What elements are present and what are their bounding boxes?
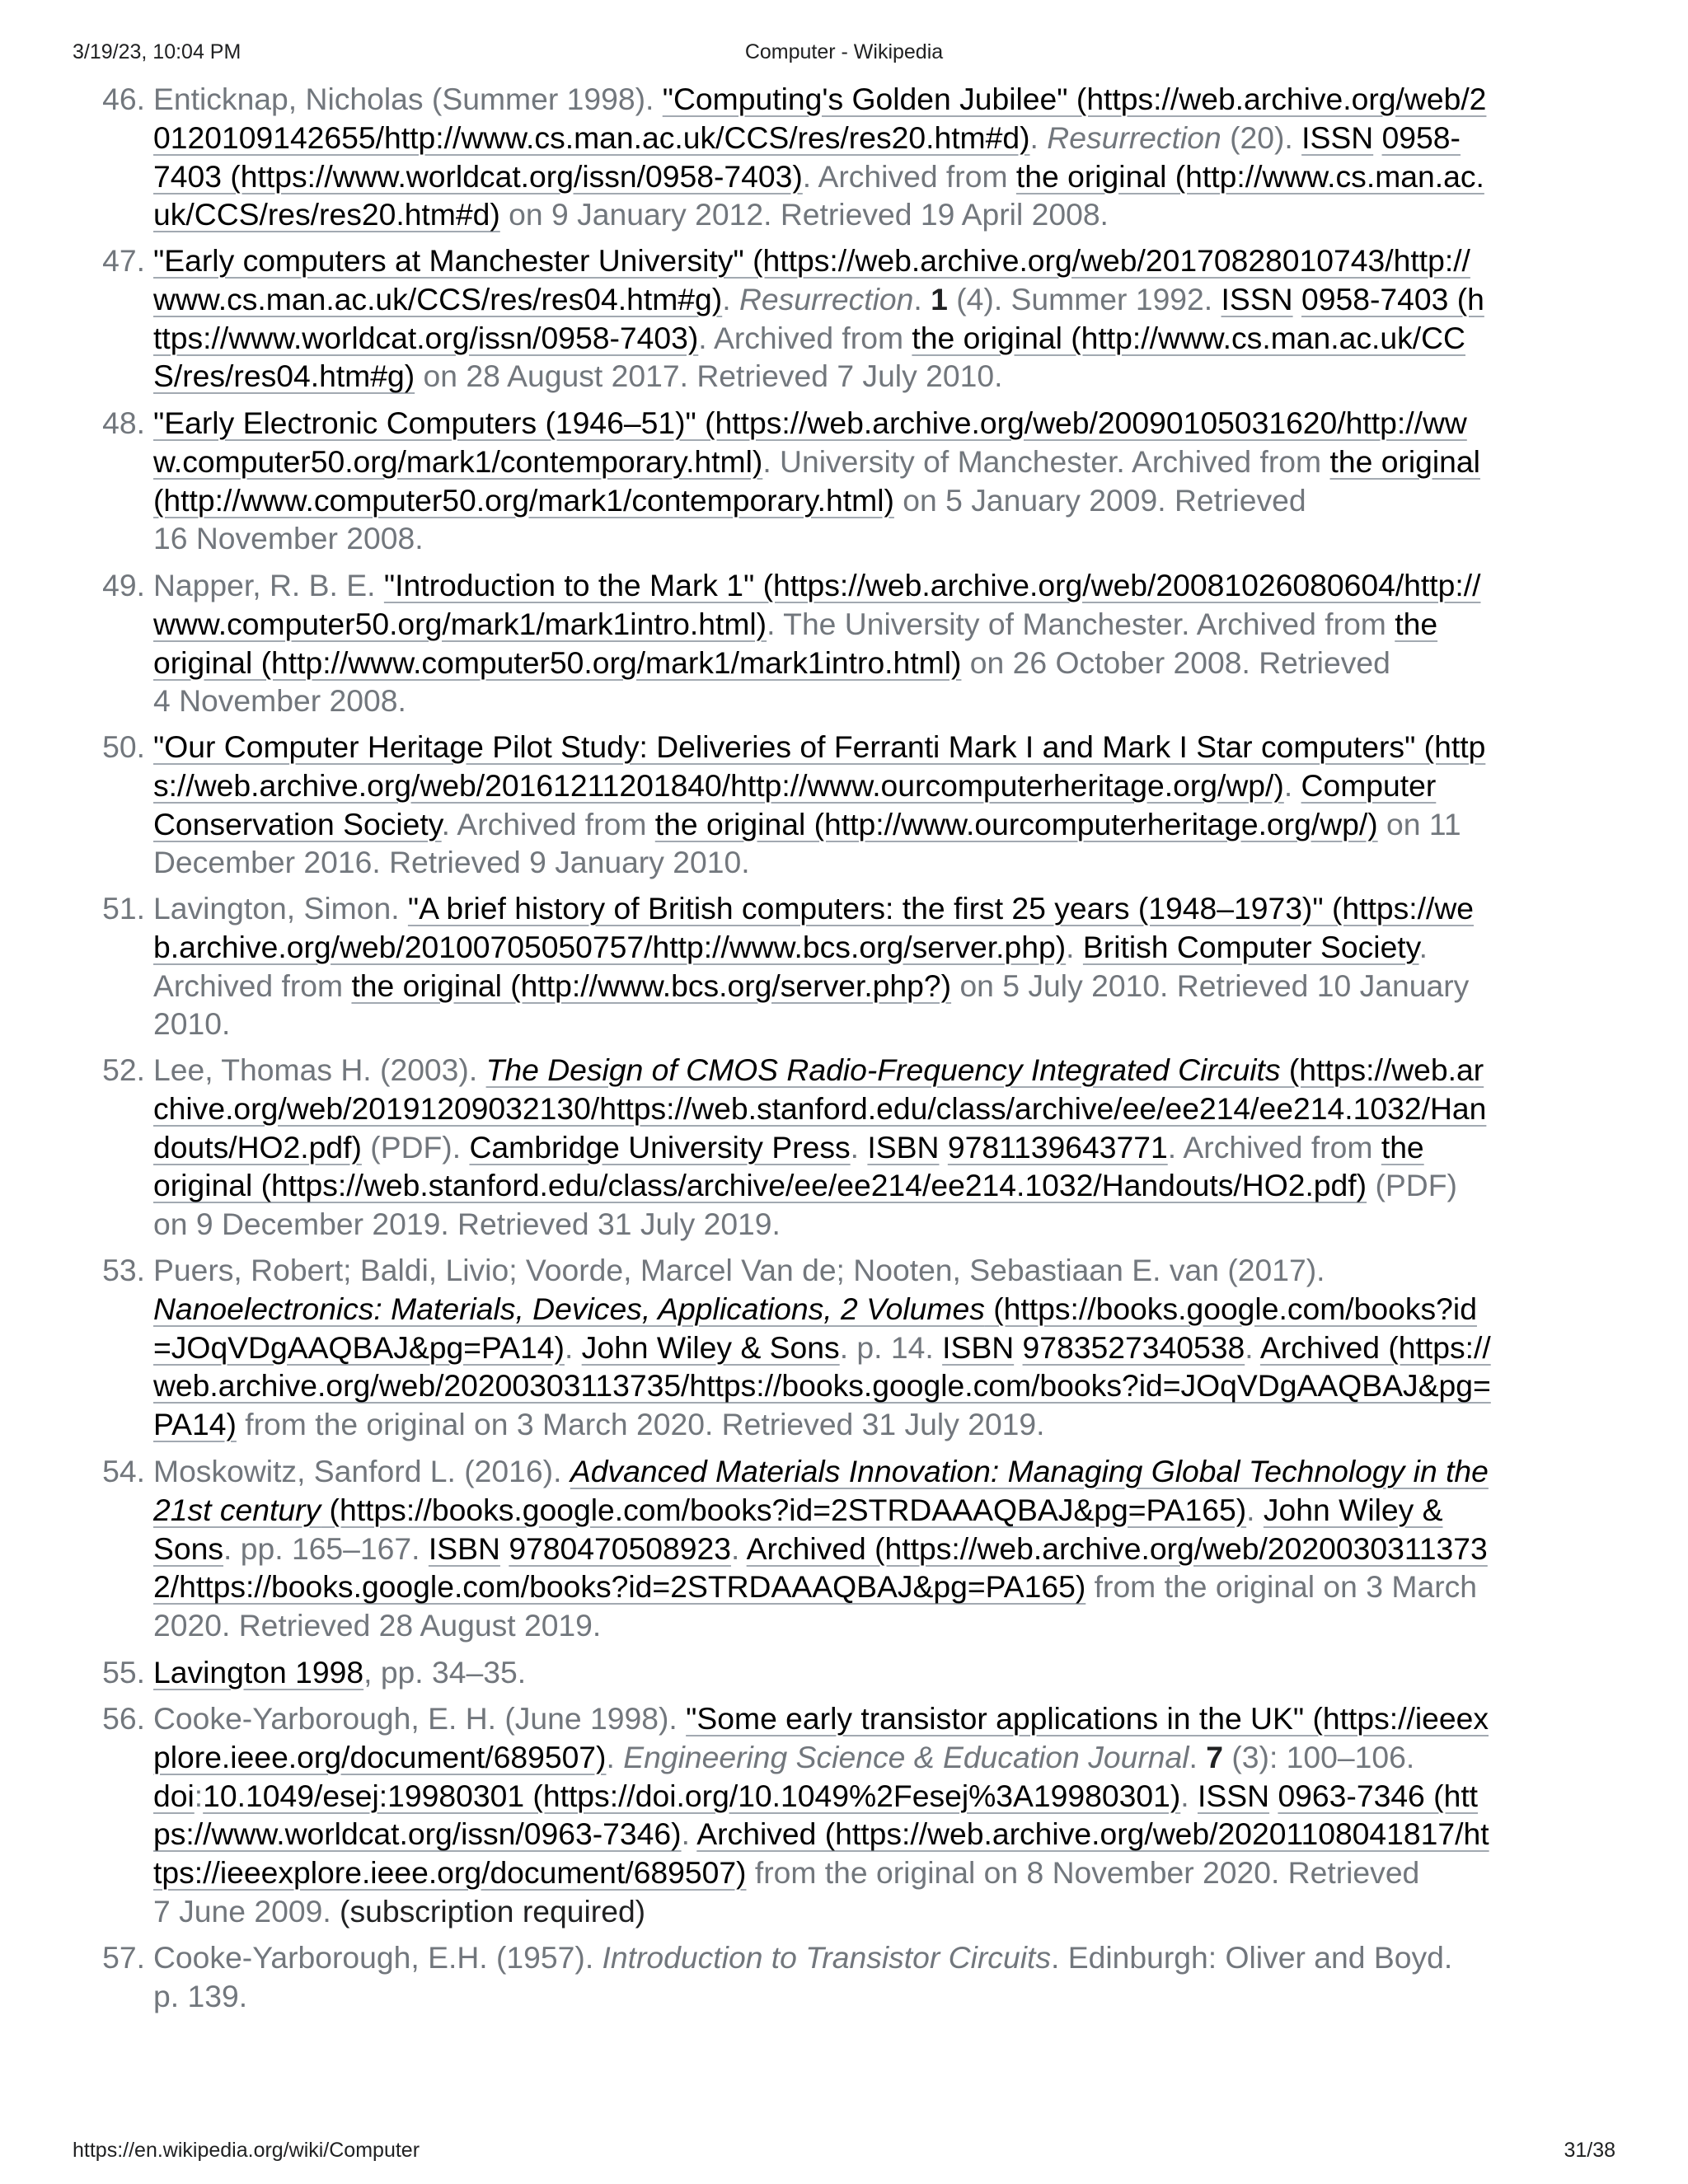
publication-title: Engineering Science & Education Journal xyxy=(623,1739,1189,1774)
reference-text: . xyxy=(913,281,931,316)
reference-item xyxy=(102,1653,1604,1692)
reference-line xyxy=(153,1405,1604,1444)
reference-item xyxy=(102,566,1604,720)
reference-link[interactable]: British Computer Society xyxy=(1082,929,1419,964)
reference-text: . xyxy=(1246,1492,1264,1527)
reference-text xyxy=(1269,1779,1278,1813)
reference-text: . xyxy=(1029,120,1048,155)
reference-link[interactable]: ps://www.worldcat.org/issn/0963-7346) xyxy=(153,1816,682,1852)
reference-text xyxy=(939,1130,947,1165)
volume-number: 1 xyxy=(931,281,948,316)
reference-text: . xyxy=(681,1816,697,1852)
reference-link[interactable]: Advanced Materials Innovation: Managing Global Technology in the xyxy=(570,1454,1489,1488)
reference-text: . Archived from xyxy=(1167,1129,1381,1165)
reference-text: Archived from xyxy=(153,968,352,1003)
reference-text: . Archived from xyxy=(441,806,655,841)
reference-link[interactable]: the original (http://www.bcs.org/server.php?) xyxy=(351,968,952,1003)
reference-link[interactable]: 9780470508923 xyxy=(509,1530,731,1566)
reference-link[interactable]: w.computer50.org/mark1/contemporary.html) xyxy=(153,443,763,479)
reference-link[interactable]: the original (http://www.cs.man.ac.uk/CC xyxy=(912,320,1465,355)
reference-text: on 9 January 2012. Retrieved 19 April 2008. xyxy=(499,197,1109,232)
reference-text: Enticknap, Nicholas (Summer 1998). xyxy=(153,82,663,116)
publication-title: Introduction to Transistor Circuits xyxy=(602,1940,1051,1975)
reference-text: : xyxy=(194,1778,204,1813)
reference-line xyxy=(153,1977,1604,2016)
reference-text: from the original on 8 November 2020. Retrieved xyxy=(746,1855,1420,1891)
reference-link[interactable]: "Computing's Golden Jubilee" (https://web.archive.org/web/2 xyxy=(662,82,1487,116)
reference-text: . xyxy=(1066,929,1083,964)
reference-item xyxy=(102,241,1604,396)
reference-line xyxy=(153,1568,1604,1606)
reference-link[interactable]: 2/https://books.google.com/books?id=2STRDAAAQBAJ&pg=PA165) xyxy=(153,1569,1086,1605)
reference-number: 50. xyxy=(102,729,145,764)
reference-text: Puers, Robert; Baldi, Livio; Voorde, Marcel Van de; Nooten, Sebastiaan E. van (2017). xyxy=(153,1253,1325,1287)
reference-line xyxy=(153,1854,1604,1892)
reference-line xyxy=(153,967,1604,1005)
reference-text: Cooke-Yarborough, E.H. (1957). xyxy=(153,1940,603,1975)
reference-line xyxy=(153,1606,1604,1645)
reference-link[interactable]: Computer xyxy=(1301,767,1437,803)
print-page-number: 31/38 xyxy=(1564,2139,1615,2162)
reference-line xyxy=(153,1166,1604,1205)
reference-text: p. 139. xyxy=(153,1978,248,2013)
reference-text: . Edinburgh: Oliver and Boyd. xyxy=(1051,1940,1453,1975)
reference-item xyxy=(102,80,1604,234)
reference-link[interactable]: =JOqVDgAAQBAJ&pg=PA14) xyxy=(153,1329,565,1365)
reference-text: . The University of Manchester. Archived from xyxy=(767,606,1395,641)
reference-link[interactable]: douts/HO2.pdf) xyxy=(153,1129,362,1165)
reference-line xyxy=(153,682,1604,720)
reference-line xyxy=(153,728,1604,766)
reference-link[interactable]: plore.ieee.org/document/689507) xyxy=(153,1739,607,1774)
reference-number: 55. xyxy=(102,1655,145,1690)
print-page-title: Computer - Wikipedia xyxy=(744,40,944,63)
reference-line xyxy=(153,644,1604,682)
reference-line xyxy=(153,1251,1604,1290)
reference-text: Lee, Thomas H. (2003). xyxy=(153,1052,486,1087)
reference-line xyxy=(153,766,1604,805)
reference-number: 51. xyxy=(102,891,145,926)
reference-item xyxy=(102,889,1604,1043)
reference-link[interactable]: ISSN xyxy=(1301,120,1374,155)
reference-text: . xyxy=(564,1329,582,1365)
reference-link[interactable]: 7403 (https://www.worldcat.org/issn/0958-7403) xyxy=(153,158,803,194)
access-note: (subscription required) xyxy=(340,1893,646,1929)
reference-number: 56. xyxy=(102,1701,145,1736)
reference-link[interactable]: Conservation Society xyxy=(153,806,442,841)
reference-link[interactable]: 0958-7403 (h xyxy=(1301,281,1484,316)
print-datetime: 3/19/23, 10:04 PM xyxy=(73,40,241,63)
reference-line xyxy=(153,805,1604,844)
reference-link[interactable]: the original xyxy=(1329,443,1480,479)
reference-text: from the original on 3 March 2020. Retrieved 31 July 2019. xyxy=(236,1407,1045,1442)
reference-link[interactable]: www.cs.man.ac.uk/CCS/res/res04.htm#g) xyxy=(153,281,723,316)
reference-number: 47. xyxy=(102,243,145,278)
reference-item xyxy=(102,728,1604,882)
publication-title: Resurrection xyxy=(1047,120,1221,155)
reference-link[interactable]: the original (http://www.cs.man.ac. xyxy=(1015,158,1484,194)
publication-title: Resurrection xyxy=(738,281,914,316)
reference-line xyxy=(153,928,1604,967)
reference-line xyxy=(153,1892,1604,1931)
reference-line xyxy=(153,443,1604,481)
reference-link[interactable]: s://web.archive.org/web/20161211201840/http://www.ourcomputerheritage.org/wp/) xyxy=(153,767,1284,803)
reference-link[interactable]: Archived (https://web.archive.org/web/20201108041817/ht xyxy=(696,1816,1489,1852)
reference-line xyxy=(153,1366,1604,1405)
reference-link[interactable]: (https://books.google.com/books?id=2STRDAAAQBAJ&pg=PA165) xyxy=(321,1492,1247,1527)
reference-link[interactable]: Lavington 1998 xyxy=(153,1655,364,1690)
reference-line xyxy=(153,1452,1604,1491)
reference-line xyxy=(153,1491,1604,1530)
reference-line xyxy=(153,157,1604,196)
reference-line xyxy=(153,1738,1604,1777)
reference-text: . Archived from xyxy=(698,320,912,355)
reference-line xyxy=(153,195,1604,234)
reference-link[interactable]: (https://web.ar xyxy=(1280,1052,1484,1087)
reference-link[interactable]: the xyxy=(1395,606,1438,641)
reference-text xyxy=(500,1531,509,1566)
reference-link[interactable]: "Early computers at Manchester University" (https://web.archive.org/web/20170828010743/http:// xyxy=(153,243,1470,278)
reference-link[interactable]: 9783527340538 xyxy=(1022,1329,1245,1365)
reference-link[interactable]: ISBN xyxy=(428,1530,500,1566)
print-url: https://en.wikipedia.org/wiki/Computer xyxy=(73,2139,420,2162)
reference-link[interactable]: "Introduction to the Mark 1" (https://web.archive.org/web/20081026080604/http:// xyxy=(383,568,1481,602)
reference-link[interactable]: ISBN xyxy=(867,1129,940,1165)
reference-line xyxy=(153,1290,1604,1329)
reference-text: Napper, R. B. E. xyxy=(153,568,384,602)
reference-link[interactable]: the original (http://www.ourcomputerheritage.org/wp/) xyxy=(654,806,1378,841)
reference-link[interactable]: (http://www.computer50.org/mark1/contemporary.html) xyxy=(153,482,894,518)
reference-text: December 2016. Retrieved 9 January 2010. xyxy=(153,845,750,880)
reference-text xyxy=(1014,1330,1022,1365)
reference-line xyxy=(153,1815,1604,1854)
reference-line xyxy=(153,566,1604,605)
reference-link[interactable]: b.archive.org/web/20100705050757/http://www.bcs.org/server.php) xyxy=(153,929,1067,964)
reference-link[interactable]: tps://ieeexplore.ieee.org/document/689507) xyxy=(153,1855,747,1891)
reference-text xyxy=(1293,282,1301,316)
reference-text: 4 November 2008. xyxy=(153,683,406,719)
reference-link[interactable]: the xyxy=(1381,1129,1424,1165)
reference-text: . Archived from xyxy=(802,158,1016,194)
reference-text: . xyxy=(1283,767,1301,803)
reference-link[interactable]: doi xyxy=(153,1778,195,1813)
reference-text: (PDF). xyxy=(361,1129,470,1165)
reference-link[interactable]: PA14) xyxy=(153,1407,237,1442)
reference-line xyxy=(153,280,1604,319)
reference-link[interactable]: "Our Computer Heritage Pilot Study: Deliveries of Ferranti Mark I and Mark I Star computers" (http xyxy=(153,729,1486,764)
reference-link[interactable]: "Early Electronic Computers (1946–51)" (https://web.archive.org/web/20090105031620/http://ww xyxy=(153,405,1467,440)
reference-text: (PDF) xyxy=(1367,1168,1457,1203)
reference-text: . xyxy=(1189,1739,1207,1774)
reference-link[interactable]: ISBN xyxy=(942,1329,1015,1365)
reference-line xyxy=(153,319,1604,358)
reference-item xyxy=(102,1699,1604,1931)
reference-item xyxy=(102,1251,1604,1444)
reference-item xyxy=(102,1452,1604,1645)
reference-text: 7 June 2009. xyxy=(153,1893,340,1929)
reference-link[interactable]: 0963-7346 (htt xyxy=(1278,1778,1479,1813)
reference-number: 48. xyxy=(102,405,145,440)
reference-line xyxy=(153,843,1604,882)
reference-text: 2020. Retrieved 28 August 2019. xyxy=(153,1608,602,1643)
reference-link[interactable]: The Design of CMOS Radio-Frequency Integrated Circuits xyxy=(485,1052,1281,1087)
reference-link[interactable]: Archived (https:// xyxy=(1259,1329,1491,1365)
reference-link[interactable]: (https://books.google.com/books?id xyxy=(984,1291,1477,1326)
reference-link[interactable]: Cambridge University Press xyxy=(469,1129,851,1165)
reference-line xyxy=(153,80,1604,119)
reference-text: . xyxy=(730,1530,747,1566)
reference-line xyxy=(153,1653,1604,1692)
reference-link[interactable]: 0120109142655/http://www.cs.man.ac.uk/CCS/res/res20.htm#d) xyxy=(153,120,1030,155)
reference-link[interactable]: ISSN xyxy=(1221,281,1293,316)
reference-line xyxy=(153,1205,1604,1244)
reference-link[interactable]: Sons xyxy=(153,1530,224,1566)
reference-line xyxy=(153,119,1604,157)
reference-item xyxy=(102,404,1604,558)
reference-text: Lavington, Simon. xyxy=(153,891,408,926)
reference-link[interactable]: ttps://www.worldcat.org/issn/0958-7403) xyxy=(153,320,699,355)
reference-text: . xyxy=(850,1129,868,1165)
reference-text: . University of Manchester. Archived from xyxy=(762,443,1330,479)
reference-text: (4). Summer 1992. xyxy=(947,281,1221,316)
reference-text: . pp. 165–167. xyxy=(223,1530,429,1566)
reference-link[interactable]: "Some early transistor applications in the UK" (https://ieeex xyxy=(686,1701,1489,1736)
reference-text: , pp. 34–35. xyxy=(363,1655,527,1690)
reference-text: (20). xyxy=(1221,120,1302,155)
reference-number: 53. xyxy=(102,1253,145,1287)
reference-link[interactable]: 10.1049/esej:19980301 (https://doi.org/10.1049%2Fesej%3A19980301) xyxy=(203,1778,1181,1813)
reference-number: 57. xyxy=(102,1940,145,1975)
reference-text: from the original on 3 March xyxy=(1085,1569,1478,1605)
reference-line xyxy=(153,404,1604,443)
reference-line xyxy=(153,481,1604,520)
reference-line xyxy=(153,241,1604,280)
reference-line xyxy=(153,1051,1604,1090)
reference-link[interactable]: uk/CCS/res/res20.htm#d) xyxy=(153,197,500,232)
reference-text: Moskowitz, Sanford L. (2016). xyxy=(153,1454,570,1488)
reference-link[interactable]: original (http://www.computer50.org/mark1/mark1intro.html) xyxy=(153,644,962,680)
reference-link[interactable]: web.archive.org/web/20200303113735/https://books.google.com/books?id=JOqVDgAAQBAJ&pg= xyxy=(153,1368,1491,1404)
reference-text: Cooke-Yarborough, E. H. (June 1998). xyxy=(153,1701,687,1736)
reference-text: (3): 100–106. xyxy=(1223,1739,1415,1774)
reference-item xyxy=(102,1051,1604,1244)
reference-link[interactable]: www.computer50.org/mark1/mark1intro.html) xyxy=(153,606,767,641)
reference-link[interactable]: 21st century xyxy=(153,1492,321,1527)
reference-text: 2010. xyxy=(153,1006,231,1042)
reference-line xyxy=(153,1128,1604,1167)
reference-text: on 26 October 2008. Retrieved xyxy=(961,644,1390,680)
reference-text: on 28 August 2017. Retrieved 7 July 2010. xyxy=(415,359,1003,394)
reference-number: 49. xyxy=(102,568,145,602)
reference-text: . xyxy=(1245,1329,1260,1365)
reference-line xyxy=(153,1329,1604,1367)
reference-line xyxy=(153,1005,1604,1043)
reference-text: . xyxy=(1180,1778,1198,1813)
reference-text: . xyxy=(1418,929,1428,964)
reference-text: on 11 xyxy=(1377,806,1461,841)
reference-line xyxy=(153,1938,1604,1977)
reference-text: on 5 July 2010. Retrieved 10 January xyxy=(951,968,1470,1003)
reference-link[interactable]: ISSN xyxy=(1198,1778,1270,1813)
reference-link[interactable]: John Wiley & Sons xyxy=(581,1329,840,1365)
reference-line xyxy=(153,1699,1604,1738)
reference-line xyxy=(153,357,1604,396)
reference-link[interactable]: Archived (https://web.archive.org/web/2020030311373 xyxy=(746,1530,1488,1566)
reference-text: . xyxy=(722,281,739,316)
reference-line xyxy=(153,1090,1604,1128)
reference-text: on 5 January 2009. Retrieved xyxy=(893,482,1306,518)
reference-link[interactable]: Nanoelectronics: Materials, Devices, Applications, 2 Volumes xyxy=(153,1291,985,1326)
reference-text: 16 November 2008. xyxy=(153,521,424,556)
reference-line xyxy=(153,519,1604,558)
reference-line xyxy=(153,1777,1604,1816)
reference-link[interactable]: chive.org/web/20191209032130/https://web.stanford.edu/class/archive/ee/ee214/ee214.1032/Han xyxy=(153,1090,1487,1126)
reference-number: 52. xyxy=(102,1052,145,1087)
reference-link[interactable]: John Wiley & xyxy=(1263,1492,1443,1527)
volume-number: 7 xyxy=(1206,1739,1223,1774)
reference-number: 54. xyxy=(102,1454,145,1488)
reference-link[interactable]: S/res/res04.htm#g) xyxy=(153,359,415,394)
reference-link[interactable]: original (https://web.stanford.edu/class/archive/ee/ee214/ee214.1032/Handouts/HO2.pdf) xyxy=(153,1168,1367,1203)
reference-text: on 9 December 2019. Retrieved 31 July 2019. xyxy=(153,1207,781,1242)
reference-text xyxy=(1373,120,1381,155)
reference-text: . xyxy=(606,1739,624,1774)
reference-number: 46. xyxy=(102,82,145,116)
reference-line xyxy=(153,605,1604,644)
reference-link[interactable]: "A brief history of British computers: the first 25 years (1948–1973)" (https://we xyxy=(407,891,1475,926)
reference-item xyxy=(102,1938,1604,2016)
reference-line xyxy=(153,1530,1604,1568)
reference-line xyxy=(153,889,1604,928)
reference-text: . p. 14. xyxy=(839,1329,943,1365)
reference-link[interactable]: 0958- xyxy=(1381,120,1461,155)
reference-link[interactable]: 9781139643771 xyxy=(947,1129,1168,1165)
